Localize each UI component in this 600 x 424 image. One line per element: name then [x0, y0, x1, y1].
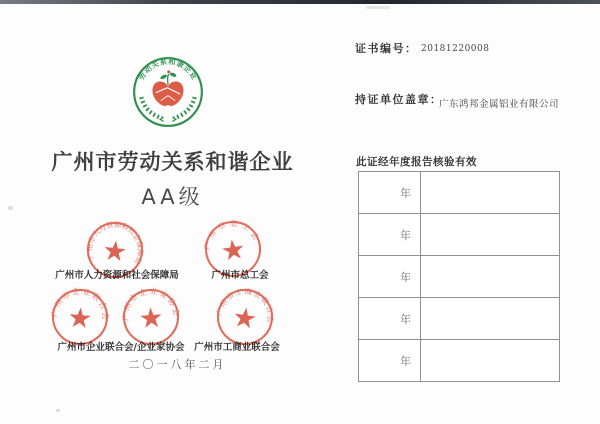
star-icon	[69, 307, 92, 329]
star-icon	[103, 239, 126, 261]
seal-icon	[199, 215, 267, 283]
issuer-label-human-resources-bureau: 广州市人力资源和社会保障局	[55, 270, 179, 281]
table-row	[359, 172, 560, 214]
holder-stamp-label: 持证单位盖章：	[355, 93, 443, 106]
year-cell: 年	[359, 298, 421, 340]
official-seal-entrepreneurs-association	[119, 285, 183, 349]
seal-icon	[82, 217, 148, 283]
scan-top-edge	[0, 0, 600, 4]
year-cell: 年	[359, 214, 421, 256]
table-row	[359, 340, 560, 382]
certificate-title: 广州市劳动关系和谐企业	[51, 150, 294, 174]
year-cell: 年	[359, 172, 421, 214]
year-cell: 年	[359, 340, 421, 382]
star-icon	[233, 306, 257, 329]
official-seal-industry-commerce-federation	[211, 283, 280, 352]
seal-icon	[211, 283, 280, 352]
star-icon	[140, 307, 163, 329]
seal-arc-text: 广州市总工会	[202, 218, 263, 251]
seal-arc-text: 广州市企业联合会	[49, 286, 110, 322]
blank-cell	[421, 340, 560, 382]
issuer-label-trade-union: 广州市总工会	[211, 270, 269, 281]
scan-speck	[366, 6, 390, 9]
annual-verification-heading: 此证经年度报告核验有效	[356, 156, 477, 168]
certificate-grade: AA级	[141, 185, 204, 209]
harmony-emblem-logo	[132, 56, 204, 128]
blank-cell	[421, 298, 560, 340]
certificate-number-value: 20181220008	[421, 44, 490, 54]
scan-speck	[8, 206, 13, 210]
table-row	[359, 256, 560, 298]
emblem-arc-text: 劳动关系和谐企业	[136, 56, 200, 82]
year-cell: 年	[359, 256, 421, 298]
official-seal-trade-union	[199, 215, 267, 283]
official-seal-human-resources-bureau	[82, 217, 148, 283]
scan-speck	[56, 409, 60, 412]
seal-arc-text: 广州市企业家协会	[121, 286, 182, 322]
official-seal-enterprise-confederation	[47, 284, 112, 349]
seal-arc-text: 广州市人力资源和社会保障局	[85, 219, 146, 266]
blank-cell	[421, 172, 560, 214]
emblem-icon	[132, 56, 204, 128]
blank-cell	[421, 256, 560, 298]
table-row	[359, 298, 560, 340]
blank-cell	[421, 214, 560, 256]
issue-date: 二〇一八年二月	[128, 358, 227, 371]
seal-arc-text: 广州市工商业联合会	[214, 286, 276, 325]
star-icon	[221, 238, 245, 261]
issuer-label-industry-commerce-federation: 广州市工商业联合会	[194, 342, 280, 353]
certificate-number-label: 证书编号：	[355, 42, 418, 55]
annual-verification-table	[358, 171, 560, 382]
table-row	[359, 214, 560, 256]
seal-icon	[119, 285, 183, 349]
holder-company-name: 广东鸿邦金属铝业有限公司	[439, 99, 560, 110]
issuer-label-enterprise-confederation: 广州市企业联合会/企业家协会	[57, 342, 185, 353]
seal-icon	[47, 284, 112, 349]
